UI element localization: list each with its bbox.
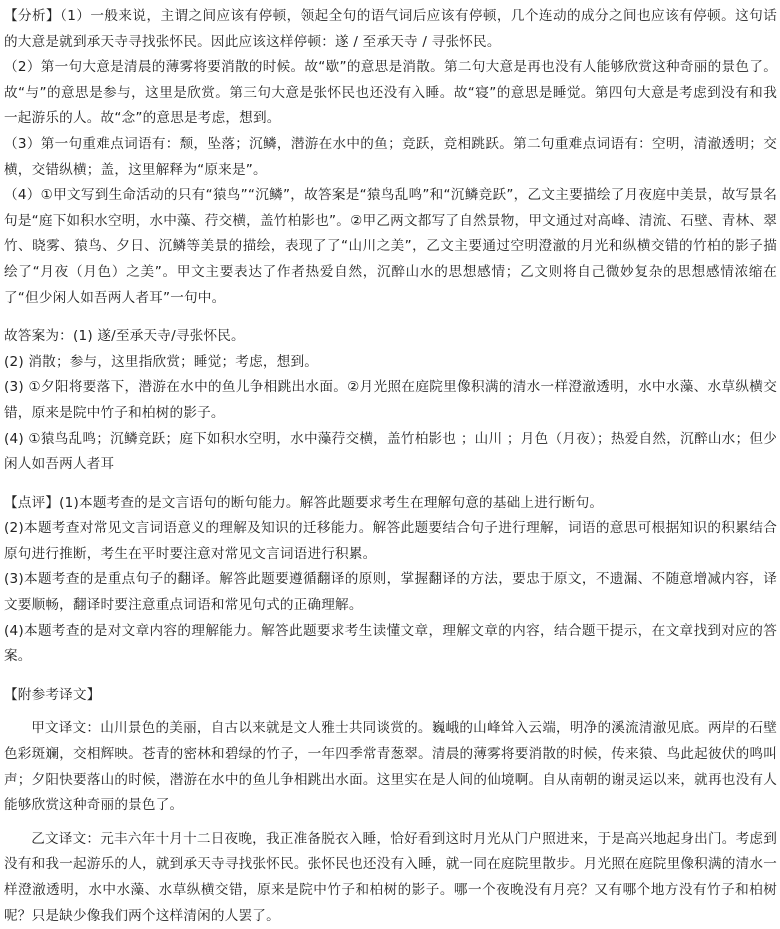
answer-2: (2) 消散；参与，这里指欣赏；睡觉；考虑，想到。 bbox=[4, 353, 319, 370]
comment-paragraph-3: (3)本题考查的是重点句子的翻译。解答此题要遵循翻译的原则，掌握翻译的方法，要忠于原文，不遗漏、不随意增减内容，译文要顺畅，翻译时要注意重点词语和常见句式的正确理解。 bbox=[4, 571, 777, 614]
section-gap bbox=[4, 670, 777, 683]
answer-intro: 故答案为：(1) 遂/至承天寺/寻张怀民。 bbox=[4, 328, 245, 345]
analysis-paragraph-3: （3）第一句重难点词语有：颓，坠落；沉鳞，潜游在水中的鱼；竞跃，竞相跳跃。第二句重难点词语有：空明，清澈透明；交横，交错纵横；盖，这里解释为“原来是”。 bbox=[4, 135, 777, 178]
analysis-paragraph-2: （2）第一句大意是清晨的薄雾将要消散的时候。故“歇”的意思是消散。第二句大意是再也没有人能够欣赏这种奇丽的景色了。故“与”的意思是参与，这里是欣赏。第三句大意是张怀民也还没有入睡。故“寝”的意思是睡觉。第四句大意是考虑到没有和我一起游乐的人。故“念”的意思是考虑，想到。 bbox=[4, 59, 777, 127]
answer-3: (3) ①夕阳将要落下，潜游在水中的鱼儿争相跳出水面。②月光照在庭院里像积满的清水一样澄澈透明，水中水藻、水草纵横交错，原来是院中竹子和柏树的影子。 bbox=[4, 379, 777, 421]
comment-paragraph-4: (4)本题考查的是对文章内容的理解能力。解答此题要求考生读懂文章，理解文章的内容，结合题干提示，在文章找到对应的答案。 bbox=[4, 622, 777, 665]
section-gap bbox=[4, 708, 777, 716]
translation-label: 【附参考译文】 bbox=[4, 686, 101, 703]
comment-paragraph-1: 【点评】(1)本题考查的是文言语句的断句能力。解答此题要求考生在理解句意的基础上进行断句。 bbox=[4, 494, 604, 511]
section-gap bbox=[4, 311, 777, 324]
analysis-paragraph-1 bbox=[4, 4, 777, 55]
analysis-label: 【分析】 bbox=[4, 8, 61, 24]
translation-yi: 乙文译文：元丰六年十月十二日夜晚，我正准备脱衣入睡，恰好看到这时月光从门户照进来，于是高兴地起身出门。考虑到没有和我一起游乐的人，就到承天寺寻找张怀民。张怀民也还没有入睡，就一同在庭院里散步。月光照在庭院里像积满的清水一样澄澈透明，水中水藻、水草纵横交错，原来是院中竹子和柏树的影子。哪一个夜晚没有月亮？又有哪个地方没有竹子和柏树呢？只是缺少像我们两个这样清闲的人罢了。 bbox=[4, 830, 777, 924]
translation-jia: 甲文译文：山川景色的美丽，自古以来就是文人雅士共同谈赏的。巍峨的山峰耸入云端，明净的溪流清澈见底。两岸的石壁色彩斑斓，交相辉映。苍青的密林和碧绿的竹子，一年四季常青葱翠。清晨的薄雾将要消散的时候，传来猿、鸟此起彼伏的鸣叫声；夕阳快要落山的时候，潜游在水中的鱼儿争相跳出水面。这里实在是人间的仙境啊。自从南朝的谢灵运以来，就再也没有人能够欣赏这种奇丽的景色了。 bbox=[4, 720, 777, 814]
comment-paragraph-2: (2)本题考查对常见文言词语意义的理解及知识的迁移能力。解答此题要结合句子进行理解，词语的意思可根据知识的积累结合原句进行推断，考生在平时要注意对常见文言词语进行积累。 bbox=[4, 520, 777, 562]
section-gap bbox=[4, 478, 777, 491]
answer-4: (4) ①猿鸟乱鸣；沉鳞竞跃；庭下如积水空明，水中藻荇交横，盖竹柏影也 ；山川 ；月色（月夜）；热爱自然，沉醉山水；但少闲人如吾两人者耳 bbox=[4, 430, 777, 473]
analysis-text-1: （1）一般来说，主谓之间应该有停顿，领起全句的语气词后应该有停顿，几个连动的成分之间也应该有停顿。这句话的大意是就到承天寺寻找张怀民。因此应该这样停顿：遂 / 至承天寺 / 寻张怀民。 bbox=[4, 8, 777, 50]
analysis-paragraph-4: （4）①甲文写到生命活动的只有“猿鸟”“沉鳞”，故答案是“猿鸟乱鸣”和“沉鳞竞跃”，乙文主要描绘了月夜庭中美景，故写景名句是“庭下如积水空明，水中藻、荇交横，盖竹柏影也”。②甲乙两文都写了自然景物，甲文通过对高峰、清流、石壁、青林、翠竹、晓雾、猿鸟、夕日、沉鳞等美景的描绘，表现了了“山川之美”，乙文主要通过空明澄澈的月光和纵横交错的竹柏的影子描绘了“月夜（月色）之美”。甲文主要表达了作者热爱自然，沉醉山水的思想感情；乙文则将自己微妙复杂的思想感情浓缩在了“但少闲人如吾两人者耳”一句中。 bbox=[4, 187, 777, 306]
section-gap bbox=[4, 819, 777, 827]
